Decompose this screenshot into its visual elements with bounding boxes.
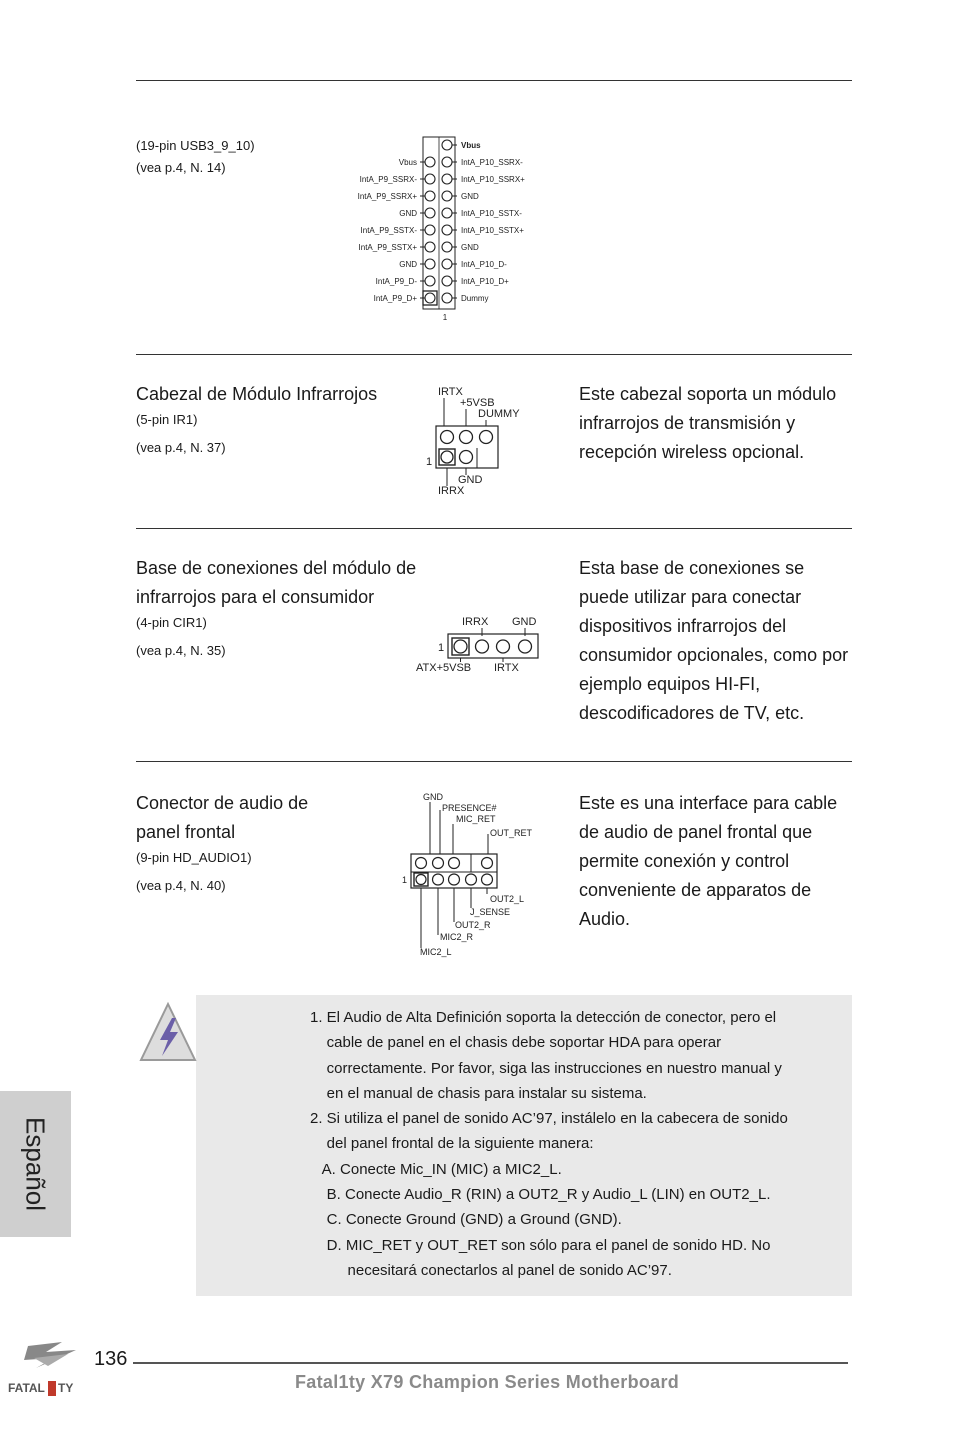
ir-info bbox=[136, 380, 377, 455]
usb3-info bbox=[136, 135, 255, 179]
language-tab bbox=[0, 1091, 71, 1237]
note-line: cable de panel en el chasis debe soportar HDA para operar bbox=[310, 1034, 722, 1052]
cir-atx-label: ATX+5VSB bbox=[416, 662, 472, 674]
usb3-right-pin-label: IntA_P10_SSTX+ bbox=[461, 226, 524, 235]
note-line: necesitará conectarlos al panel de sonido AC’97. bbox=[310, 1261, 672, 1279]
usb3-left-pin-label: IntA_P9_SSRX+ bbox=[357, 192, 417, 201]
usb3-pin-label: (19-pin USB3_9_10) bbox=[136, 138, 255, 153]
footer-title: Fatal1ty X79 Champion Series Motherboard bbox=[295, 1372, 680, 1392]
svg-text:FATAL: FATAL bbox=[8, 1381, 45, 1395]
ir-pin-label: (5-pin IR1) bbox=[136, 412, 198, 427]
divider-3 bbox=[136, 761, 852, 762]
audio-title: Conector de audio de panel frontal bbox=[136, 793, 309, 842]
footer-rule bbox=[133, 1362, 848, 1364]
usb3-left-pin-label: GND bbox=[399, 260, 417, 269]
ir-irtx-label: IRTX bbox=[438, 386, 463, 398]
usb3-right-pin-label: IntA_P10_D+ bbox=[461, 277, 509, 286]
cir-info bbox=[136, 554, 446, 658]
usb3-right-pin-label: GND bbox=[461, 243, 479, 252]
note-line: B. Conecte Audio_R (RIN) a OUT2_R y Audio_L (LIN) en OUT2_L. bbox=[310, 1186, 771, 1204]
audio-pin1-label: 1 bbox=[402, 875, 408, 885]
ir-pin1-label: 1 bbox=[426, 456, 433, 468]
audio-info bbox=[136, 789, 336, 893]
note-line: 2. Si utiliza el panel de sonido AC’97, instálelo en la cabecera de sonido bbox=[310, 1110, 788, 1128]
note-line: C. Conecte Ground (GND) a Ground (GND). bbox=[310, 1211, 622, 1229]
note-line: correctamente. Por favor, siga las instrucciones en nuestro manual y bbox=[310, 1059, 782, 1077]
usb3-right-pin-label: IntA_P10_D- bbox=[461, 260, 507, 269]
usb3-right-pin-label: GND bbox=[461, 192, 479, 201]
ir-gnd-label: GND bbox=[458, 474, 483, 486]
audio-pin-label: (9-pin HD_AUDIO1) bbox=[136, 850, 252, 865]
ir-ref: (vea p.4, N. 37) bbox=[136, 440, 226, 455]
cir-pin1-label: 1 bbox=[438, 642, 445, 654]
ir-irrx-label: IRRX bbox=[438, 485, 465, 497]
usb3-left-pin-label: IntA_P9_SSTX+ bbox=[358, 243, 417, 252]
cir-irrx-label: IRRX bbox=[462, 616, 489, 628]
usb3-left-pin-label: IntA_P9_D+ bbox=[373, 294, 417, 303]
audio-jsense-label: J_SENSE bbox=[470, 907, 511, 917]
audio-out2l-label: OUT2_L bbox=[490, 894, 525, 904]
usb3-header-diagram bbox=[330, 134, 560, 324]
audio-micret-label: MIC_RET bbox=[456, 814, 496, 824]
usb3-ref: (vea p.4, N. 14) bbox=[136, 160, 226, 175]
audio-out2r-label: OUT2_R bbox=[455, 920, 491, 930]
cir-pin-label: (4-pin CIR1) bbox=[136, 615, 207, 630]
ir-dummy-label: DUMMY bbox=[478, 408, 520, 420]
usb3-right-pin-label: Dummy bbox=[461, 294, 489, 303]
audio-mic2r-label: MIC2_R bbox=[440, 932, 474, 942]
note-line: A. Conecte Mic_IN (MIC) a MIC2_L. bbox=[310, 1160, 562, 1178]
usb3-right-pin-label: IntA_P10_SSTX- bbox=[461, 209, 522, 218]
audio-outret-label: OUT_RET bbox=[490, 828, 533, 838]
divider-1 bbox=[136, 354, 852, 355]
note-list bbox=[310, 1005, 850, 1283]
cir-irtx-label: IRTX bbox=[494, 662, 519, 674]
ir-vsb-label: +5VSB bbox=[460, 397, 495, 409]
warning-icon bbox=[138, 1000, 198, 1064]
top-divider bbox=[136, 80, 852, 81]
ir-header-diagram bbox=[420, 382, 530, 498]
cir-title: Base de conexiones del módulo de infrarrojos para el consumidor bbox=[136, 558, 417, 607]
fatal1ty-logo bbox=[6, 1340, 94, 1400]
svg-text:TY: TY bbox=[58, 1381, 74, 1395]
audio-header-diagram bbox=[400, 790, 550, 962]
cir-header-diagram bbox=[412, 610, 548, 676]
usb3-left-pin-label: GND bbox=[399, 209, 417, 218]
language-tab-label: Español bbox=[20, 1117, 51, 1211]
note-line: en el manual de chasis para instalar su sistema. bbox=[310, 1084, 647, 1102]
cir-gnd-label: GND bbox=[512, 616, 537, 628]
note-line: del panel frontal de la siguiente manera: bbox=[310, 1135, 594, 1153]
ir-description: Este cabezal soporta un módulo infrarrojos de transmisión y recepción wireless opcional. bbox=[579, 384, 837, 462]
page-number: 136 bbox=[94, 1348, 128, 1370]
usb3-pin1-label: 1 bbox=[442, 313, 448, 322]
usb3-right-pin-label: IntA_P10_SSRX+ bbox=[461, 175, 525, 184]
ir-title: Cabezal de Módulo Infrarrojos bbox=[136, 384, 378, 404]
audio-gnd-label: GND bbox=[423, 792, 443, 802]
audio-description: Este es una interface para cable de audio de panel frontal que permite conexión y control conveniente de apparatos de Audio. bbox=[579, 793, 838, 929]
note-line: D. MIC_RET y OUT_RET son sólo para el panel de sonido HD. No bbox=[310, 1236, 771, 1254]
cir-ref: (vea p.4, N. 35) bbox=[136, 643, 226, 658]
audio-ref: (vea p.4, N. 40) bbox=[136, 878, 226, 893]
audio-presence-label: PRESENCE# bbox=[442, 803, 497, 813]
usb3-left-pin-label: IntA_P9_SSTX- bbox=[360, 226, 417, 235]
usb3-left-pin-label: Vbus bbox=[398, 158, 417, 167]
divider-2 bbox=[136, 528, 852, 529]
note-line: 1. El Audio de Alta Definición soporta la detección de conector, pero el bbox=[310, 1009, 777, 1026]
usb3-right-pin-label: IntA_P10_SSRX- bbox=[461, 158, 523, 167]
usb3-left-pin-label: IntA_P9_SSRX- bbox=[359, 175, 417, 184]
usb3-right-pin-label: Vbus bbox=[461, 141, 481, 150]
usb3-left-pin-label: IntA_P9_D- bbox=[375, 277, 417, 286]
cir-description: Esta base de conexiones se puede utilizar para conectar dispositivos infrarrojos del consumidor opcionales, como por ejemplo equipos HI-FI, descodificadores de TV, etc. bbox=[579, 558, 849, 723]
audio-mic2l-label: MIC2_L bbox=[420, 947, 452, 957]
